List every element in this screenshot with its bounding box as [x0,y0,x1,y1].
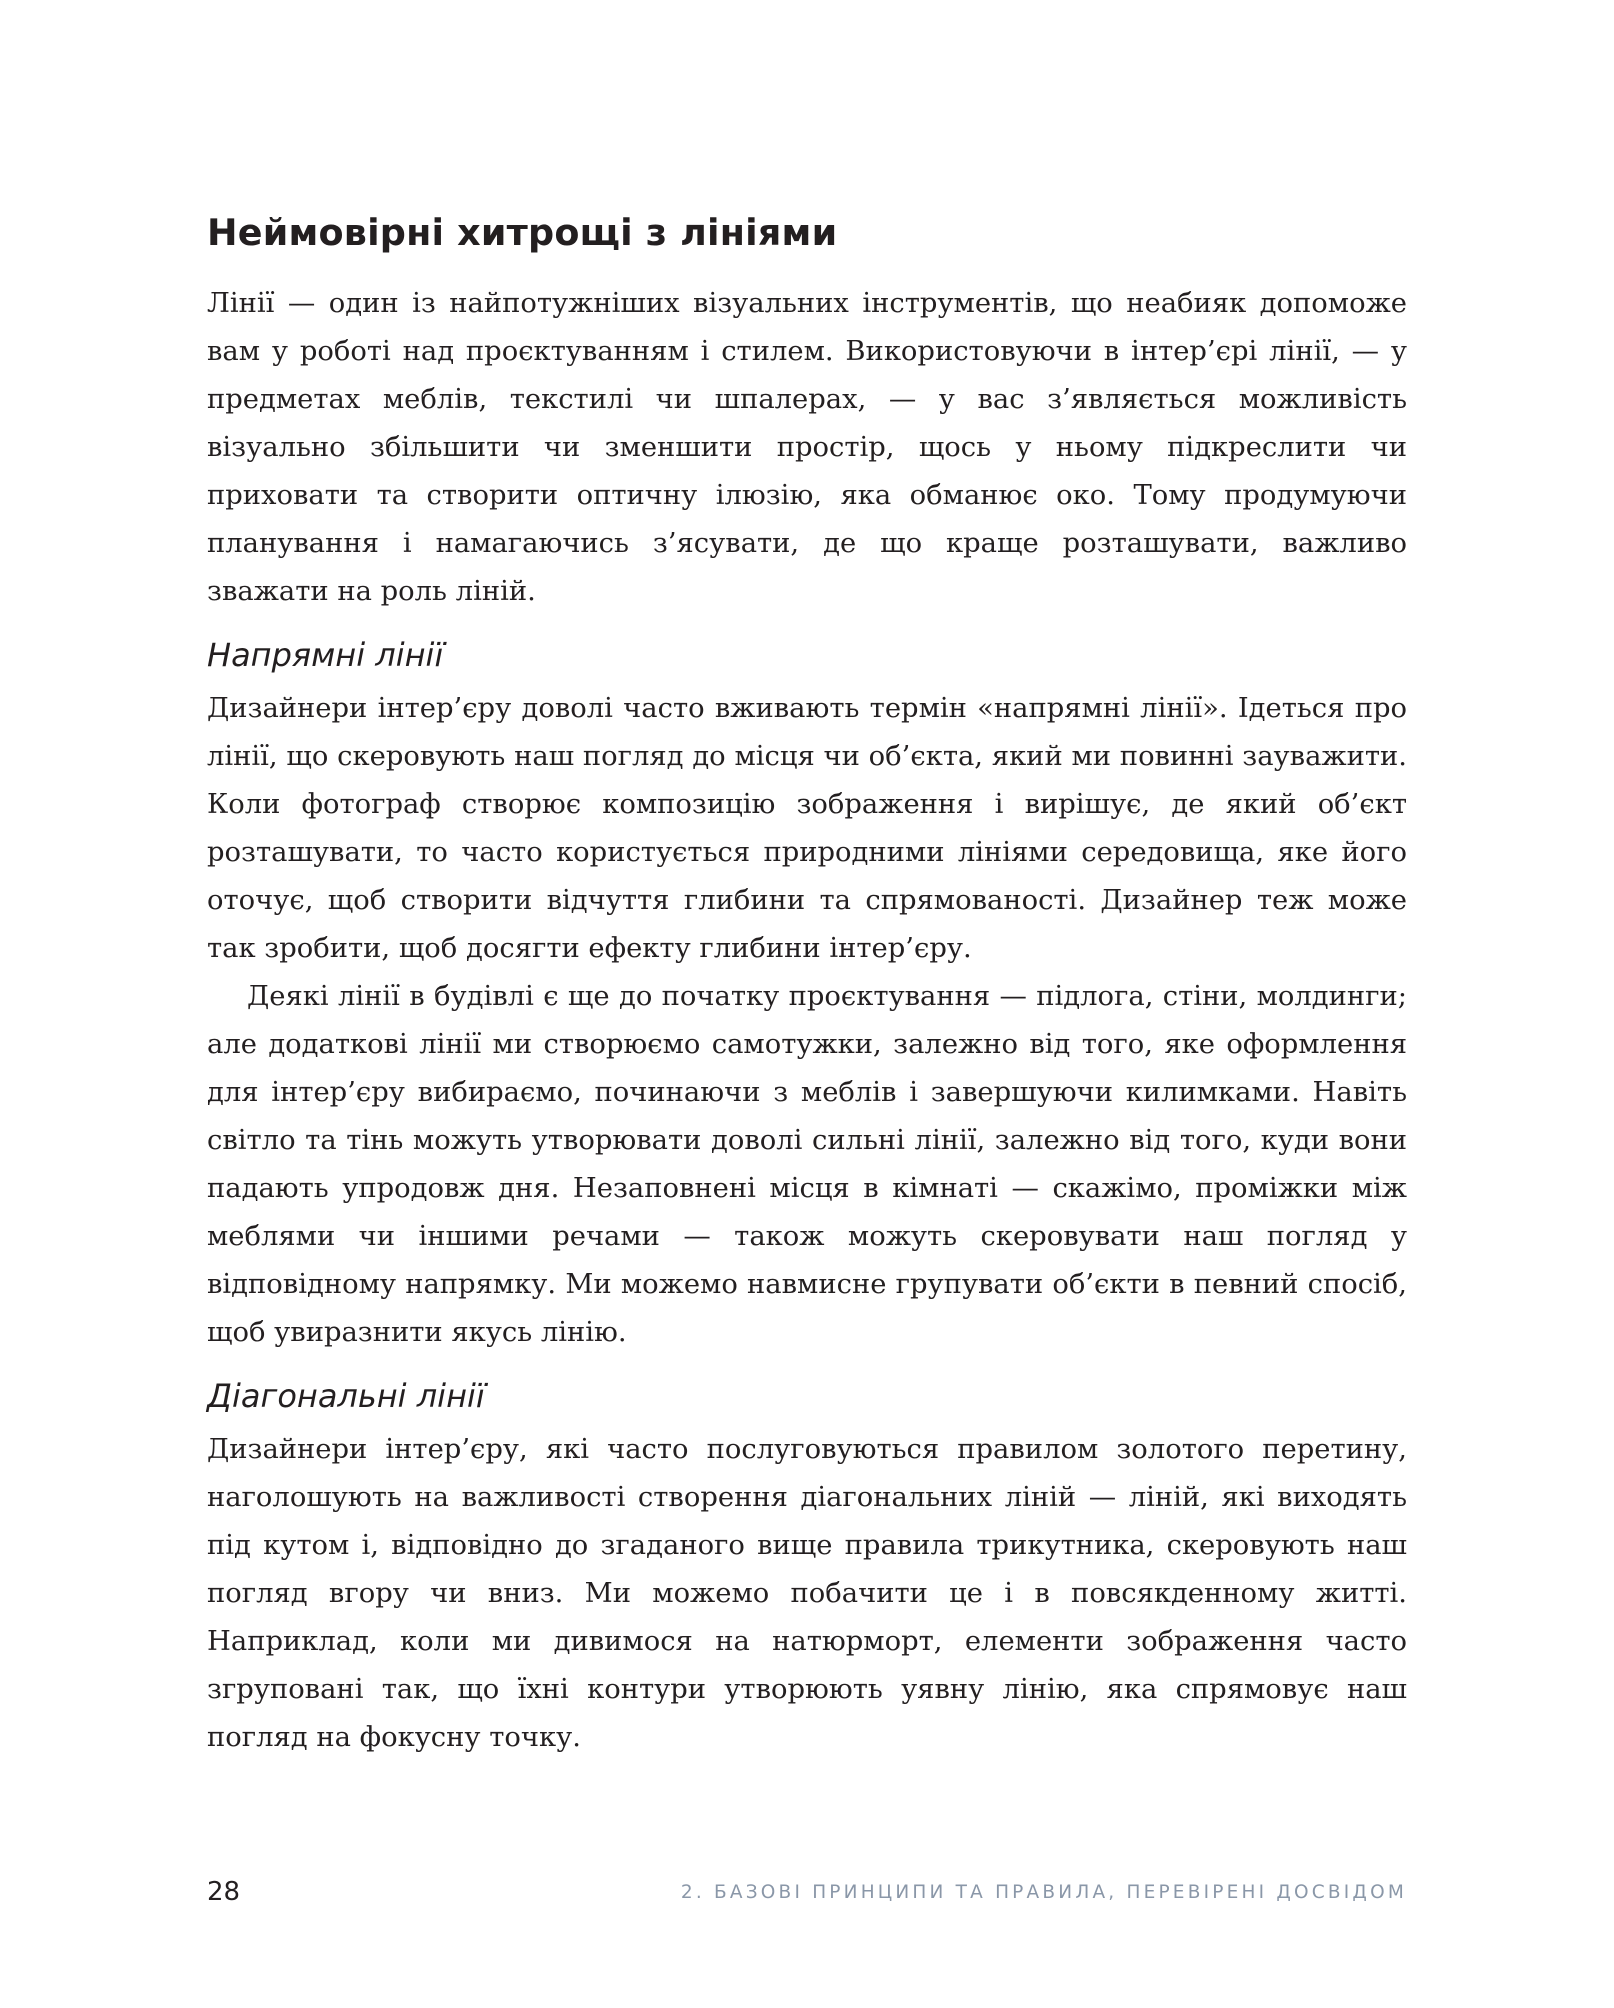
section-title-directional-lines: Напрямні лінії [207,636,444,674]
page-content [207,205,1407,1762]
section-1-paragraph-2: Деякі лінії в будівлі є ще до початку проєктування — підлога, стіни, молдинги; але додаткові лінії ми створюємо самотужки, залежно від того, яке оформлення для інтер’єру вибираємо, починаючи з меблів і завершуючи килимками. Навіть світло та тінь можуть утворювати доволі сильні лінії, залежно від того, куди вони падають упродовж дня. Незаповнені місця в кімнаті — скажімо, проміжки між меблями чи іншими речами — також можуть скеровувати наш погляд у відповідному напрямку. Ми можемо навмисне групувати об’єкти в певний спосіб, щоб увиразнити якусь лінію. [207,981,1407,1348]
page-footer [207,1872,1407,1912]
running-head: 2. БАЗОВІ ПРИНЦИПИ ТА ПРАВИЛА, ПЕРЕВІРЕНІ ДОСВІДОМ [680,1882,1407,1903]
section-title-diagonal-lines: Діагональні лінії [207,1377,485,1415]
page-number: 28 [207,1877,241,1907]
section-1-paragraph-1: Дизайнери інтер’єру доволі часто вживають термін «напрямні лінії». Ідеться про лінії, що скеровують наш погляд до місця чи об’єкта, який ми повинні зауважити. Коли фотограф створює композицію зображення і вирішує, де який об’єкт розташувати, то часто користується природними лініями середовища, яке його оточує, щоб створити відчуття глибини та спрямованості. Дизайнер теж може так зробити, щоб досягти ефекту глибини інтер’єру. [207,693,1407,964]
section-2-paragraph-1: Дизайнери інтер’єру, які часто послуговуються правилом золотого перетину, наголошують на важливості створення діагональних ліній — ліній, які виходять під кутом і, відповідно до згаданого вище правила трикутника, скеровують наш погляд вгору чи вниз. Ми можемо побачити це і в повсякденному житті. Наприклад, коли ми дивимося на натюрморт, елементи зображення часто згруповані так, що їхні контури утворюють уявну лінію, яка спрямовує наш погляд на фокусну точку. [207,1434,1407,1753]
chapter-title: Неймовірні хитрощі з лініями [207,211,838,254]
intro-paragraph: Лінії — один із найпотужніших візуальних інструментів, що неабияк допоможе вам у роботі над проєктуванням і стилем. Використовуючи в інтер’єрі лінії, — у предметах меблів, текстилі чи шпалерах, — у вас з’являється можливість візуально збільшити чи зменшити простір, щось у ньому підкреслити чи приховати та створити оптичну ілюзію, яка обманює око. Тому продумуючи планування і намагаючись з’ясувати, де що краще розташувати, важливо зважати на роль ліній. [207,288,1407,607]
